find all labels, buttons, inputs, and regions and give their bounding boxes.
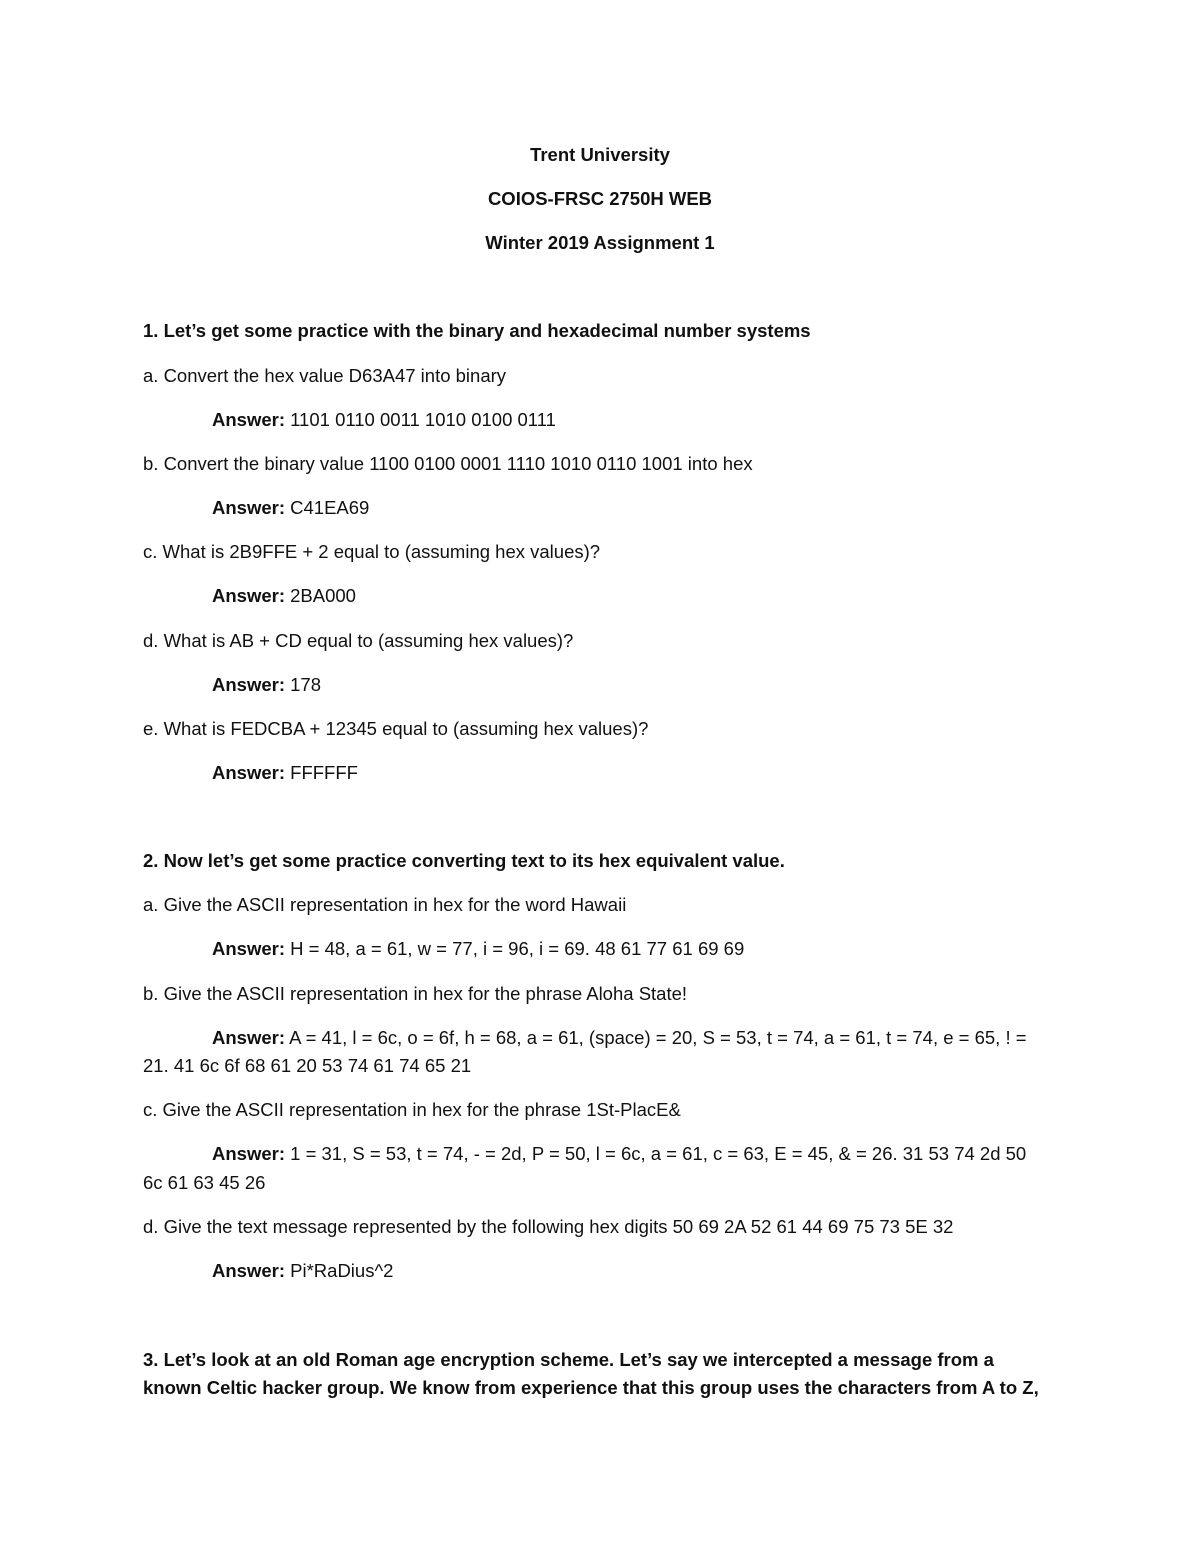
q1a-question: a. Convert the hex value D63A47 into binary [143,365,507,386]
assignment-title: Winter 2019 Assignment 1 [485,232,715,253]
q1c-answer-value: 2BA000 [290,585,356,606]
q1a-answer [212,409,556,431]
q2a-answer-value: H = 48, a = 61, w = 77, i = 96, i = 69. 48 61 77 61 69 69 [290,938,745,959]
q1e-answer [212,762,358,784]
q3-heading-line2: known Celtic hacker group. We know from experience that this group uses the characters from A to Z, [143,1377,1039,1398]
q3-heading-line1: 3. Let’s look at an old Roman age encryption scheme. Let’s say we intercepted a message from a [143,1349,994,1370]
q2-heading: 2. Now let’s get some practice converting text to its hex equivalent value. [143,850,785,871]
q2c-answer-value-line1: 1 = 31, S = 53, t = 74, - = 2d, P = 50, l = 6c, a = 61, c = 63, E = 45, & = 26. 31 53 74 2d 50 [290,1143,1027,1164]
q2a-question: a. Give the ASCII representation in hex for the word Hawaii [143,894,627,915]
q1b-answer [212,497,369,519]
q2d-question: d. Give the text message represented by the following hex digits 50 69 2A 52 61 44 69 75 73 5E 32 [143,1216,954,1237]
answer-label: Answer: [212,1027,285,1048]
university-title: Trent University [530,144,670,165]
q2d-answer [212,1260,393,1282]
answer-label: Answer: [212,585,285,606]
q1d-question: d. What is AB + CD equal to (assuming hex values)? [143,630,574,651]
q1c-answer [212,585,356,607]
answer-label: Answer: [212,409,285,430]
q2b-answer-value-line2: 21. 41 6c 6f 68 61 20 53 74 61 74 65 21 [143,1055,472,1076]
q1d-answer [212,674,321,696]
q1c-question: c. What is 2B9FFE + 2 equal to (assuming hex values)? [143,541,601,562]
q2d-answer-value: Pi*RaDius^2 [290,1260,394,1281]
answer-label: Answer: [212,497,285,518]
q2b-answer-value-line1: A = 41, l = 6c, o = 6f, h = 68, a = 61, (space) = 20, S = 53, t = 74, a = 61, t = 74, e = 65, ! = [289,1027,1027,1048]
q2c-question: c. Give the ASCII representation in hex for the phrase 1St-PlacE& [143,1099,681,1120]
answer-label: Answer: [212,762,285,783]
answer-label: Answer: [212,1260,285,1281]
q2b-question: b. Give the ASCII representation in hex for the phrase Aloha State! [143,983,688,1004]
course-title: COIOS-FRSC 2750H WEB [487,188,713,209]
q1a-answer-value: 1101 0110 0011 1010 0100 0111 [290,409,556,430]
q1e-question: e. What is FEDCBA + 12345 equal to (assuming hex values)? [143,718,649,739]
q2c-answer [212,1143,1026,1165]
q2a-answer [212,938,744,960]
q1d-answer-value: 178 [290,674,322,695]
answer-label: Answer: [212,1143,285,1164]
q2c-answer-value-line2: 6c 61 63 45 26 [143,1172,266,1193]
q1b-answer-value: C41EA69 [290,497,370,518]
answer-label: Answer: [212,674,285,695]
q1b-question: b. Convert the binary value 1100 0100 0001 1110 1010 0110 1001 into hex [143,453,753,474]
q1e-answer-value: FFFFFF [290,762,358,783]
answer-label: Answer: [212,938,285,959]
q1-heading: 1. Let’s get some practice with the binary and hexadecimal number systems [143,320,811,341]
q2b-answer [212,1027,1027,1049]
